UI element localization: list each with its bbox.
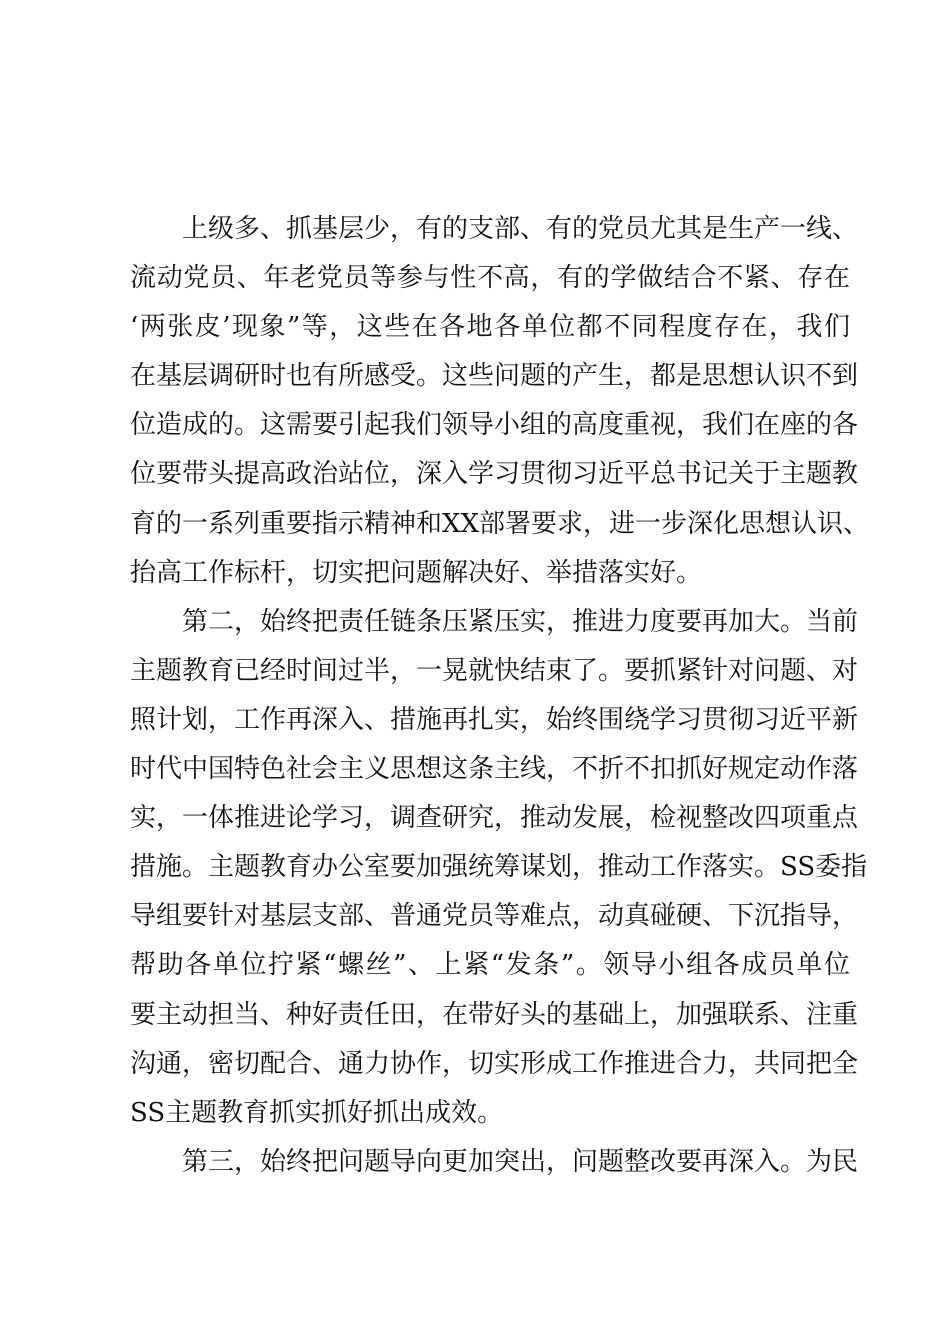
text-line-16: 帮助各单位拧紧“螺丝”、上紧“发条”。领导小组各成员单位 — [130, 950, 850, 981]
text-line-19: SS主题教育抓实抓好抓出成效。 — [130, 1097, 504, 1128]
text-line-20: 第三，始终把问题导向更加突出，问题整改要再深入。为民 — [182, 1146, 859, 1177]
text-line-3: ‘两张皮’现象”等，这些在各地各单位都不同程度存在，我们 — [130, 312, 850, 343]
text-line-13: 实，一体推进论学习，调查研究，推动发展，检视整改四项重点 — [130, 803, 859, 834]
text-line-2: 流动党员、年老党员等参与性不高，有的学做结合不紧、存在 — [130, 263, 850, 294]
text-line-6: 位要带头提高政治站位，深入学习贯彻习近平总书记关于主题教 — [130, 459, 859, 490]
text-line-7: 育的一系列重要指示精神和XX部署要求，进一步深化思想认识、 — [130, 508, 870, 539]
text-line-10: 主题教育已经时间过半，一晃就快结束了。要抓紧针对问题、对 — [130, 655, 859, 686]
text-line-12: 时代中国特色社会主义思想这条主线，不折不扣抓好规定动作落 — [130, 754, 859, 785]
body-text — [130, 205, 870, 1187]
text-line-14: 措施。主题教育办公室要加强统筹谋划，推动工作落实。SS委指 — [130, 852, 868, 883]
text-line-9: 第二，始终把责任链条压紧压实，推进力度要再加大。当前 — [182, 606, 859, 637]
text-line-17: 要主动担当、种好责任田，在带好头的基础上，加强联系、注重 — [130, 999, 859, 1030]
text-line-1: 上级多、抓基层少，有的支部、有的党员尤其是生产一线、 — [182, 214, 859, 244]
text-line-5: 位造成的。这需要引起我们领导小组的高度重视，我们在座的各 — [130, 410, 859, 441]
text-line-15: 导组要针对基层支部、普通党员等难点，动真碰硬、下沉指导， — [130, 901, 859, 932]
text-line-4: 在基层调研时也有所感受。这些问题的产生，都是思想认识不到 — [130, 361, 859, 392]
text-line-11: 照计划，工作再深入、措施再扎实，始终围绕学习贯彻习近平新 — [130, 704, 859, 735]
text-line-8: 抬高工作标杆，切实把问题解决好、举措落实好。 — [130, 557, 703, 588]
text-line-18: 沟通，密切配合、通力协作，切实形成工作推进合力，共同把全 — [130, 1048, 859, 1079]
